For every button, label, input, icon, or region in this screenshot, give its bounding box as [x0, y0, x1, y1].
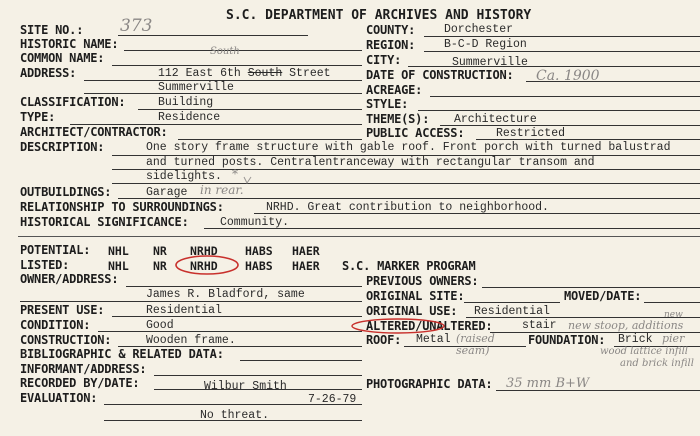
rule-acreage — [430, 96, 700, 97]
label-classification: CLASSIFICATION: — [20, 95, 126, 109]
card-title: S.C. DEPARTMENT OF ARCHIVES AND HISTORY — [226, 8, 532, 23]
label-historical-significance: HISTORICAL SIGNIFICANCE: — [20, 215, 189, 229]
label-date-construction: DATE OF CONSTRUCTION: — [366, 68, 514, 82]
rule-owner-1 — [126, 286, 362, 287]
rule-classification — [138, 109, 362, 110]
owner-value: James R. Bladford, same — [146, 288, 305, 301]
address-line-1 — [158, 67, 331, 80]
county-value: Dorchester — [444, 23, 514, 36]
foundation-handwritten-note: pier — [662, 332, 685, 345]
description-line-1: One story frame structure with gable roof. Front porch with turned balustrad — [146, 141, 671, 154]
label-common-name: COMMON NAME: — [20, 51, 105, 65]
altered-handwritten-note: new stoop, additions — [568, 319, 684, 332]
rule-condition — [98, 331, 362, 332]
address-struck-word: South — [247, 67, 283, 80]
potential-nhl: NHL — [108, 244, 129, 258]
label-style: STYLE: — [366, 97, 409, 111]
condition-value: Good — [146, 319, 174, 332]
listed-habs: HABS — [245, 259, 273, 273]
outbuildings-value: Garage — [146, 186, 188, 199]
potential-haer: HAER — [292, 244, 320, 258]
section-divider — [18, 236, 700, 237]
label-bibliographic: BIBLIOGRAPHIC & RELATED DATA: — [20, 347, 224, 361]
label-address: ADDRESS: — [20, 66, 77, 80]
infill-note-1: wood lattice infill — [600, 346, 688, 357]
label-present-use: PRESENT USE: — [20, 303, 105, 317]
rule-owner-2 — [20, 301, 362, 302]
label-historic-name: HISTORIC NAME: — [20, 37, 119, 51]
region-value: B-C-D Region — [444, 38, 527, 51]
classification-value: Building — [158, 96, 214, 109]
label-type: TYPE: — [20, 110, 56, 124]
label-original-site: ORIGINAL SITE: — [366, 289, 465, 303]
address-street-word: Street — [289, 67, 331, 80]
historical-significance-value: Community. — [220, 216, 290, 229]
rule-original-site — [464, 302, 560, 303]
rule-type — [70, 124, 362, 125]
date-construction-handwritten: Ca. 1900 — [536, 68, 600, 84]
altered-value: stair — [522, 319, 557, 332]
label-construction: CONSTRUCTION: — [20, 333, 112, 347]
site-number-handwritten: 373 — [120, 16, 153, 36]
construction-value: Wooden frame. — [146, 334, 236, 347]
original-use-value: Residential — [474, 305, 550, 318]
label-public-access: PUBLIC ACCESS: — [366, 126, 465, 140]
recorded-by-value: Wilbur Smith — [204, 380, 287, 393]
city-value: Summerville — [452, 56, 528, 69]
foundation-value: Brick — [618, 333, 653, 346]
present-use-value: Residential — [146, 304, 222, 317]
themes-value: Architecture — [454, 113, 537, 126]
public-access-value: Restricted — [496, 127, 566, 140]
rule-outbuildings — [118, 198, 700, 199]
label-city: CITY: — [366, 53, 402, 67]
listed-nrhd: NRHD — [190, 259, 218, 273]
altered-handwritten-new: new — [664, 310, 683, 320]
potential-nrhd: NRHD — [190, 244, 218, 258]
label-site-no: SITE NO.: — [20, 23, 84, 37]
label-previous-owners: PREVIOUS OWNERS: — [366, 274, 479, 288]
label-county: COUNTY: — [366, 23, 416, 37]
label-owner: OWNER/ADDRESS: — [20, 272, 119, 286]
description-line-3: sidelights. — [146, 170, 222, 183]
label-architect: ARCHITECT/CONTRACTOR: — [20, 125, 168, 139]
label-evaluation: EVALUATION: — [20, 391, 98, 405]
potential-habs: HABS — [245, 244, 273, 258]
rule-bibliographic — [240, 360, 362, 361]
label-original-use: ORIGINAL USE: — [366, 304, 458, 318]
rule-common-name — [112, 65, 362, 66]
label-foundation: FOUNDATION: — [528, 333, 606, 347]
roof-value: Metal — [416, 333, 451, 346]
rule-style — [418, 110, 700, 111]
description-line-2: and turned posts. Centralentranceway with rectangular transom and — [146, 156, 595, 169]
rule-architect — [178, 139, 362, 140]
label-informant: INFORMANT/ADDRESS: — [20, 362, 147, 376]
listed-nr: NR — [153, 259, 167, 273]
type-value: Residence — [158, 111, 221, 124]
evaluation-value: No threat. — [200, 409, 270, 422]
potential-nr: NR — [153, 244, 167, 258]
rule-county — [424, 36, 700, 37]
label-listed: LISTED: — [20, 258, 70, 272]
outbuildings-note: in rear. — [200, 183, 244, 197]
relationship-value: NRHD. Great contribution to neighborhood. — [266, 201, 549, 214]
infill-note-2: and brick infill — [620, 358, 694, 369]
photographic-handwritten: 35 mm B+W — [506, 376, 590, 391]
listed-nhl: NHL — [108, 259, 129, 273]
label-acreage: ACREAGE: — [366, 83, 423, 97]
label-condition: CONDITION: — [20, 318, 91, 332]
rule-moved-date — [644, 302, 700, 303]
label-moved-date: MOVED/DATE: — [564, 289, 642, 303]
rule-informant — [154, 375, 362, 376]
address-street-number: 112 East 6th — [158, 67, 241, 80]
label-description: DESCRIPTION: — [20, 140, 105, 154]
label-photographic: PHOTOGRAPHIC DATA: — [366, 377, 493, 391]
label-altered: ALTERED/UNALTERED: — [366, 319, 493, 333]
recorded-date-value: 7-26-79 — [308, 393, 357, 406]
rule-previous-owners — [482, 287, 700, 288]
rule-site-no — [118, 35, 308, 36]
rule-historic-name — [124, 50, 362, 51]
label-region: REGION: — [366, 38, 416, 52]
label-themes: THEME(S): — [366, 112, 430, 126]
address-line-2: Summerville — [158, 81, 234, 94]
label-potential: POTENTIAL: — [20, 243, 91, 257]
rule-region — [424, 51, 700, 52]
roof-handwritten-note: (raised seam) — [456, 332, 495, 357]
label-relationship: RELATIONSHIP TO SURROUNDINGS: — [20, 200, 224, 214]
label-roof: ROOF: — [366, 333, 402, 347]
label-outbuildings: OUTBUILDINGS: — [20, 185, 112, 199]
description-star: * — [232, 167, 238, 181]
label-sc-marker: S.C. MARKER PROGRAM — [342, 259, 476, 273]
listed-haer: HAER — [292, 259, 320, 273]
common-name-note: South — [210, 46, 240, 57]
label-recorded-by: RECORDED BY/DATE: — [20, 376, 140, 390]
